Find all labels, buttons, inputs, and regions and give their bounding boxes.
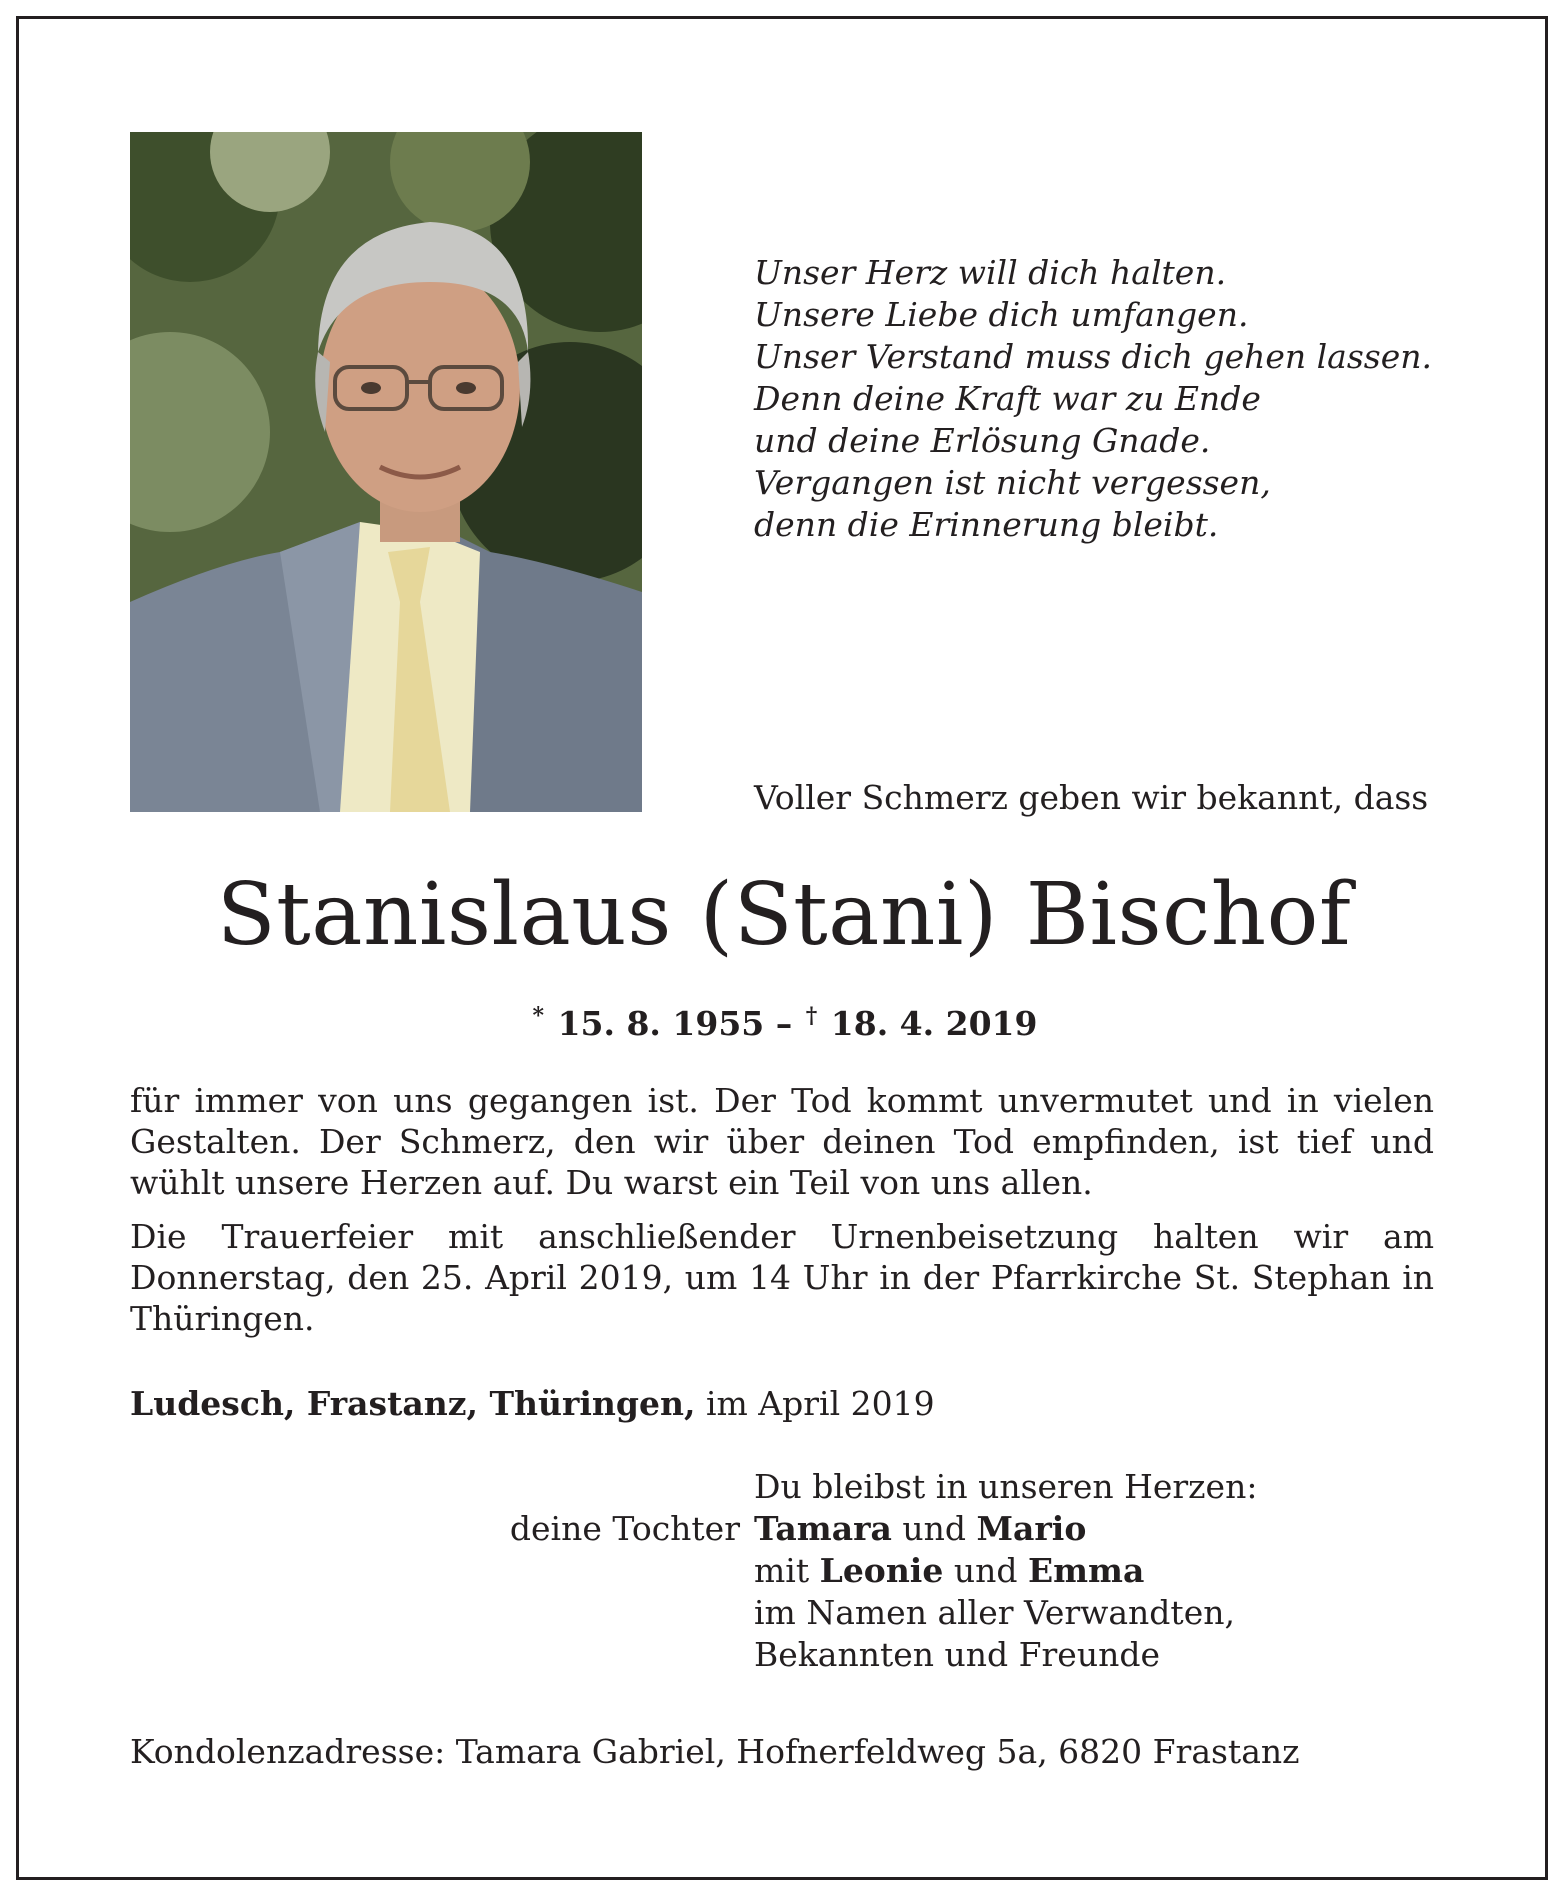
conjunction: und bbox=[902, 1509, 966, 1548]
signature-line bbox=[754, 1550, 1257, 1592]
relation-label: deine Tochter bbox=[509, 1509, 740, 1548]
signature-line bbox=[509, 1508, 1257, 1550]
conjunction: und bbox=[953, 1551, 1018, 1590]
poem-line: Unsere Liebe dich umfangen. bbox=[754, 295, 1249, 334]
mourner-name: Tamara bbox=[754, 1509, 892, 1548]
life-dates bbox=[0, 994, 1568, 1046]
portrait-photo bbox=[130, 132, 642, 812]
body-paragraph: für immer von uns gegangen ist. Der Tod kommt unvermutet und in vielen Gestalten. Der Schmerz, den wir über deinen Tod empfinden, ist tief und wühlt unsere Herzen auf. Du warst ein Teil von uns allen. bbox=[130, 1081, 1434, 1202]
poem-line: denn die Erinnerung bleibt. bbox=[754, 505, 1219, 544]
place-names: Ludesch, Frastanz, Thüringen, bbox=[130, 1384, 696, 1423]
mourners-signature bbox=[509, 1466, 1258, 1676]
death-symbol: † bbox=[805, 1003, 818, 1029]
portrait-illustration bbox=[130, 132, 642, 812]
poem-line: Denn deine Kraft war zu Ende bbox=[754, 379, 1261, 418]
poem-line: Unser Verstand muss dich gehen lassen. bbox=[754, 337, 1432, 376]
birth-symbol: * bbox=[532, 1003, 545, 1029]
date-separator: – bbox=[775, 1004, 793, 1043]
poem-line: und deine Erlösung Gnade. bbox=[754, 421, 1211, 460]
condolence-address: Kondolenzadresse: Tamara Gabriel, Hofnerfeldweg 5a, 6820 Frastanz bbox=[130, 1732, 1300, 1771]
signature-line: im Namen aller Verwandten, bbox=[754, 1593, 1235, 1632]
deceased-name: Stanislaus (Stani) Bischof bbox=[216, 865, 1352, 965]
mourner-name: Emma bbox=[1027, 1551, 1145, 1590]
place-date-line bbox=[130, 1382, 935, 1426]
mourner-name: Leonie bbox=[819, 1551, 944, 1590]
birth-date: 15. 8. 1955 bbox=[557, 1004, 765, 1043]
memorial-poem bbox=[754, 252, 1432, 546]
signature-line: Bekannten und Freunde bbox=[754, 1635, 1160, 1674]
mourner-name: Mario bbox=[976, 1509, 1087, 1548]
notice-date: im April 2019 bbox=[705, 1384, 935, 1423]
death-date: 18. 4. 2019 bbox=[830, 1004, 1038, 1043]
funeral-details: Die Trauerfeier mit anschließender Urnenbeisetzung halten wir am Donnerstag, den 25. April 2019, um 14 Uhr in der Pfarrkirche St. Stephan in Thüringen. bbox=[130, 1217, 1434, 1338]
poem-line: Vergangen ist nicht vergessen, bbox=[754, 463, 1271, 502]
signature-heading: Du bleibst in unseren Herzen: bbox=[754, 1467, 1258, 1506]
announcement-intro: Voller Schmerz geben wir bekannt, dass bbox=[754, 778, 1429, 817]
preposition: mit bbox=[754, 1551, 810, 1590]
poem-line: Unser Herz will dich halten. bbox=[754, 253, 1227, 292]
